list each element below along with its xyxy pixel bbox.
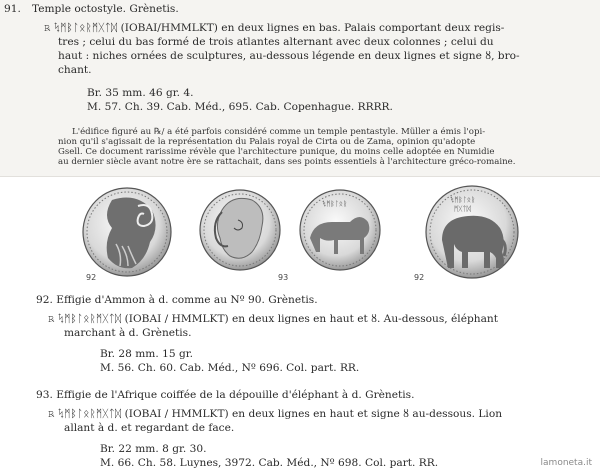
coin-ammon-head-image bbox=[83, 188, 171, 276]
coin-legend: ᛪᛗᛒᛚᛟᚱ bbox=[450, 196, 476, 204]
coin-elephant-image bbox=[426, 186, 518, 278]
entry-91-desc-line: tres ; celui du bas formé de trois atlantes alternant avec deux colonnes ; celui du bbox=[58, 36, 494, 48]
entry-91-note-line: Gsell. Ce document rarissime révèle que l'architecture punique, du moins celle adoptée en Numidie bbox=[58, 147, 495, 157]
entry-93-spec: Br. 22 mm. 8 gr. 30. bbox=[100, 443, 207, 455]
entry-93-desc-line: ℞ ᛪᛗᛒᛚᛟᚱᛗᚷᛏᛞ (IOBAI / HMMLKT) en deux lignes en haut et signe ȣ au-dessous. Lion bbox=[48, 408, 503, 420]
entry-91-note-line: nion qu'il s'agissait de la représentation du Palais royal de Cirta ou de Zama, opinion qu'adopte bbox=[58, 137, 476, 147]
entry-92-desc-line: ℞ ᛪᛗᛒᛚᛟᚱᛗᚷᛏᛞ (IOBAI / HMMLKT) en deux lignes en haut et ȣ. Au-dessous, éléphant bbox=[48, 313, 498, 325]
entry-91-desc-line: chant. bbox=[58, 64, 92, 76]
coin-label: 93 bbox=[278, 273, 289, 282]
entry-91-spec: M. 57. Ch. 39. Cab. Méd., 695. Cab. Copenhague. RRRR. bbox=[87, 101, 393, 113]
watermark: lamoneta.it bbox=[540, 458, 592, 468]
coin-label: 92 bbox=[86, 273, 97, 282]
coin-lion-image bbox=[300, 190, 380, 270]
coin-africa-head-image bbox=[200, 190, 280, 270]
entry-93-desc-line: allant à d. et regardant de face. bbox=[64, 422, 235, 434]
coin-legend: ᛗᚷᛏᛞ bbox=[454, 205, 471, 213]
coin-legend: ᛪᛗᛒᛚᛟᚱ bbox=[322, 200, 348, 208]
scan-edge bbox=[0, 176, 600, 177]
entry-91-desc-line: haut : niches ornées de sculptures, au-dessous légende en deux lignes et signe ȣ, bro- bbox=[58, 50, 520, 62]
entry-93-spec: M. 66. Ch. 58. Luynes, 3972. Cab. Méd., Nº 698. Col. part. RR. bbox=[100, 457, 439, 469]
entry-92-spec: M. 56. Ch. 60. Cab. Méd., Nº 696. Col. part. RR. bbox=[100, 362, 360, 374]
entry-91-number: 91. bbox=[4, 3, 21, 15]
entry-91-title: Temple octostyle. Grènetis. bbox=[32, 3, 179, 15]
entry-93-title: 93. Effigie de l'Afrique coiffée de la dépouille d'éléphant à d. Grènetis. bbox=[36, 389, 415, 401]
entry-92-title: 92. Effigie d'Ammon à d. comme au Nº 90. Grènetis. bbox=[36, 294, 318, 306]
entry-91-note-line: au dernier siècle avant notre ère se rattachait, dans ses points essentiels à l'architecture gréco-romaine. bbox=[58, 157, 516, 167]
entry-92-spec: Br. 28 mm. 15 gr. bbox=[100, 348, 193, 360]
entry-91-spec: Br. 35 mm. 46 gr. 4. bbox=[87, 87, 194, 99]
entry-91-note-line: L'édifice figuré au ℞/ a été parfois considéré comme un temple pentastyle. Müller a émis l'opi- bbox=[72, 127, 486, 137]
coin-plate bbox=[82, 180, 532, 285]
entry-91-desc-line: ℞ ᛪᛗᛒᛚᛟᚱᛗᚷᛏᛞ (IOBAI/HMMLKT) en deux lignes en bas. Palais comportant deux regis- bbox=[44, 22, 505, 34]
entry-92-desc-line: marchant à d. Grènetis. bbox=[64, 327, 192, 339]
coin-label: 92 bbox=[414, 273, 425, 282]
